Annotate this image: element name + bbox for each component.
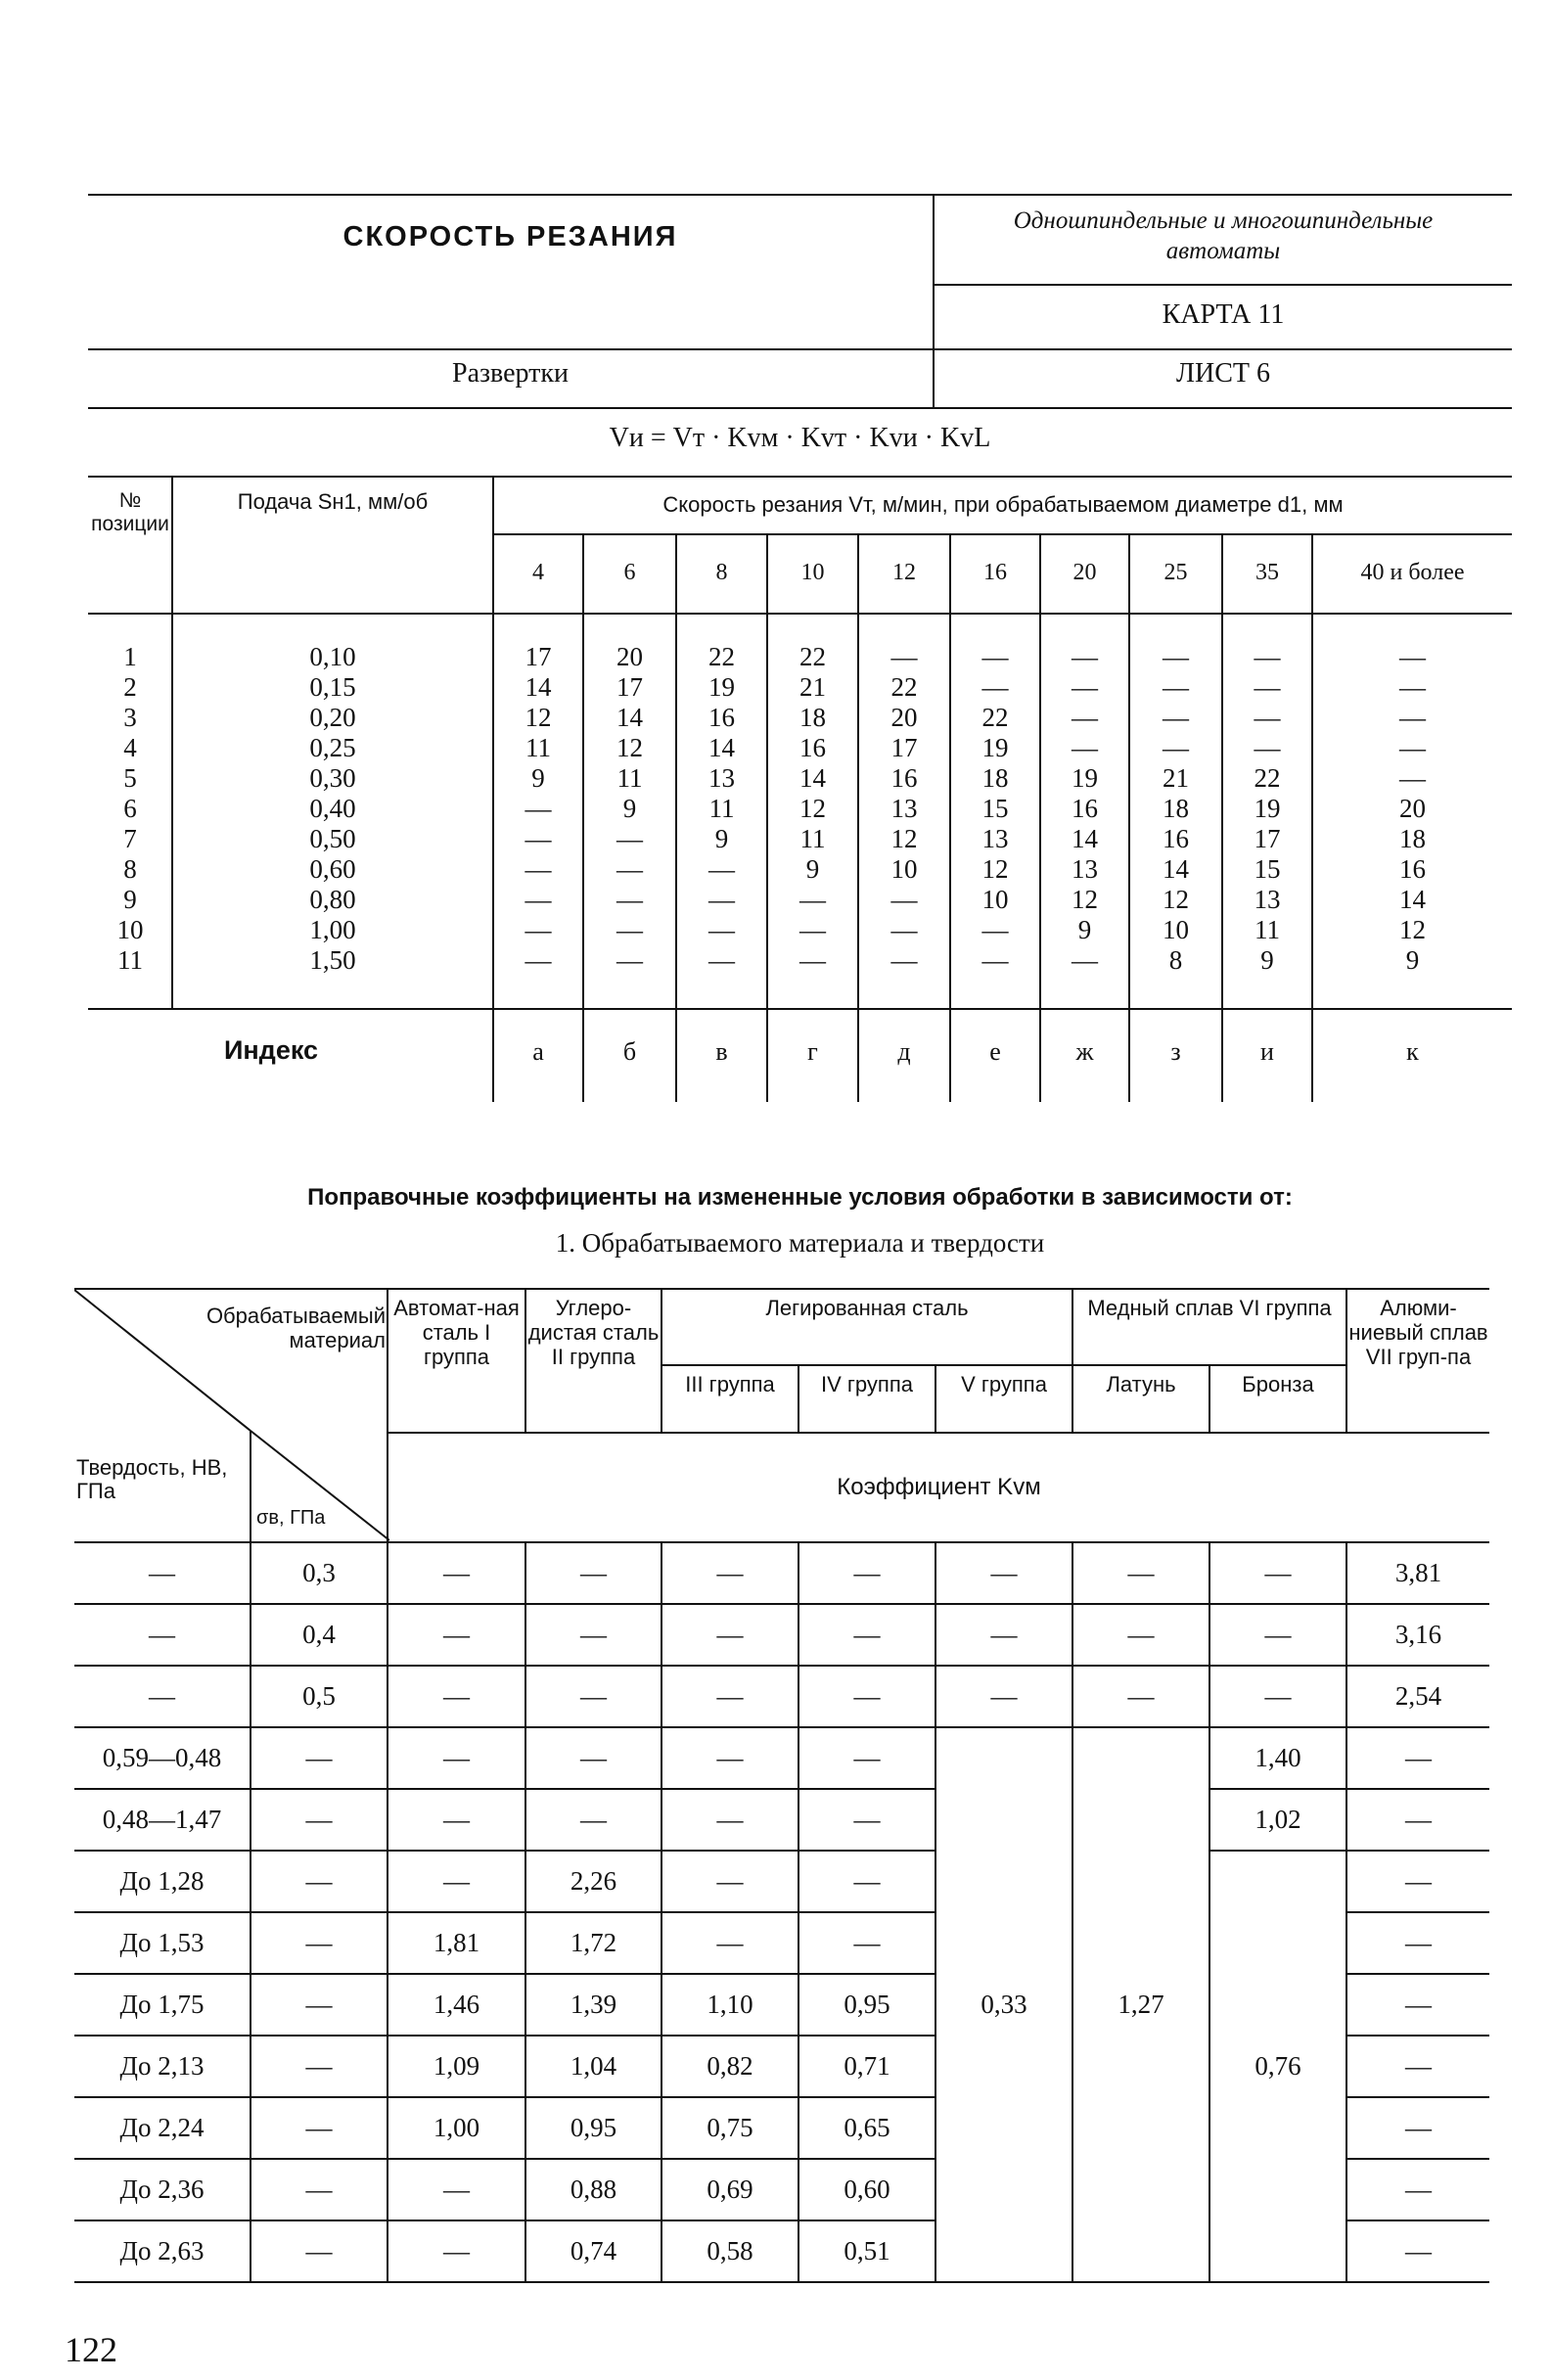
cell-c2: 0,74 xyxy=(525,2220,661,2282)
cell-c1: — xyxy=(388,1851,525,1912)
cell-c3: 0,58 xyxy=(661,2220,798,2282)
speed-value: — xyxy=(1254,672,1281,702)
speed-value: 20 xyxy=(890,703,918,732)
col-speed-header: Скорость резания Vт, м/мин, при обрабатываемом диаметре d1, мм xyxy=(662,492,1344,517)
cell-c8: — xyxy=(1346,1974,1489,2036)
cell-hb: До 2,63 xyxy=(74,2220,251,2282)
speed-value: 10 xyxy=(890,854,918,884)
speed-value: — xyxy=(799,915,826,944)
diameter-35: 35 xyxy=(1255,560,1279,585)
position: 6 xyxy=(123,794,137,823)
speed-value: 12 xyxy=(981,854,1009,884)
speed-value: — xyxy=(981,672,1009,702)
speed-value: — xyxy=(708,945,735,975)
cell-sigma: — xyxy=(251,1974,388,2036)
position: 8 xyxy=(123,854,137,884)
speed-value: 16 xyxy=(1399,854,1426,884)
speed-value: — xyxy=(525,945,552,975)
cell-c1: 1,46 xyxy=(388,1974,525,2036)
speed-column xyxy=(1223,642,1311,976)
cell-sigma: — xyxy=(251,2097,388,2159)
cell-c2: 0,95 xyxy=(525,2097,661,2159)
speed-value: — xyxy=(1399,763,1426,793)
diameter-25: 25 xyxy=(1163,560,1188,585)
cell-c2: — xyxy=(525,1604,661,1666)
speed-value: 12 xyxy=(525,703,552,732)
cell-c4: 0,71 xyxy=(798,2036,935,2097)
cell-hb: До 1,53 xyxy=(74,1912,251,1974)
cell-c8: — xyxy=(1346,2097,1489,2159)
feed: 0,10 xyxy=(309,642,356,671)
speed-value: — xyxy=(1072,733,1098,762)
table-row xyxy=(74,1727,1489,1789)
cell-c1: 1,00 xyxy=(388,2097,525,2159)
cell-c3: — xyxy=(661,1542,798,1604)
cell-hb: 0,59—0,48 xyxy=(74,1727,251,1789)
speed-value: 10 xyxy=(1163,915,1189,944)
cell-c4: — xyxy=(798,1727,935,1789)
speed-value: 11 xyxy=(616,763,643,793)
card-number: КАРТА 11 xyxy=(1162,299,1285,330)
cell-hb: 0,48—1,47 xyxy=(74,1789,251,1851)
cell-c4: 0,95 xyxy=(798,1974,935,2036)
speed-column xyxy=(584,642,675,976)
cell-c3: — xyxy=(661,1789,798,1851)
cell-c3: 0,75 xyxy=(661,2097,798,2159)
speed-value: 12 xyxy=(1163,885,1189,914)
cell-hb: До 2,24 xyxy=(74,2097,251,2159)
speed-value: 14 xyxy=(616,703,643,732)
speed-value: — xyxy=(1072,945,1098,975)
cell-c1: 1,09 xyxy=(388,2036,525,2097)
speed-value: 20 xyxy=(1399,794,1426,823)
index-b: б xyxy=(622,1037,637,1066)
group3-header: III группа xyxy=(661,1365,798,1433)
speed-value: — xyxy=(1399,642,1426,671)
speed-value: — xyxy=(981,915,1009,944)
cell-c2: — xyxy=(525,1542,661,1604)
section-name: Развертки xyxy=(452,358,569,389)
speed-value: 19 xyxy=(1072,763,1098,793)
cell-c3: — xyxy=(661,1666,798,1727)
feed: 0,15 xyxy=(309,672,356,702)
corner-material: Обрабатываемый материал xyxy=(205,1304,386,1352)
diameter-10: 10 xyxy=(800,560,825,585)
cell-c1: — xyxy=(388,1542,525,1604)
cell-hb: До 1,75 xyxy=(74,1974,251,2036)
speed-column xyxy=(951,642,1039,976)
position: 9 xyxy=(123,885,137,914)
cell-c3: — xyxy=(661,1604,798,1666)
speed-value: 12 xyxy=(616,733,643,762)
feed: 1,50 xyxy=(309,945,356,975)
feed: 0,60 xyxy=(309,854,356,884)
speed-value: — xyxy=(799,945,826,975)
corner-sigma: σв, ГПа xyxy=(256,1507,326,1529)
feed: 0,40 xyxy=(309,794,356,823)
speed-value: 22 xyxy=(1254,763,1281,793)
speed-value: — xyxy=(616,854,643,884)
cell-c3: 0,69 xyxy=(661,2159,798,2220)
speed-value: 18 xyxy=(1163,794,1189,823)
copper-alloy-header: Медный сплав VI группа xyxy=(1072,1289,1346,1365)
feed: 0,80 xyxy=(309,885,356,914)
cell-c8: 3,16 xyxy=(1346,1604,1489,1666)
speed-value: — xyxy=(1072,642,1098,671)
sheet-number: ЛИСТ 6 xyxy=(1176,358,1270,389)
cell-sigma: — xyxy=(251,1789,388,1851)
brass-header: Латунь xyxy=(1072,1365,1209,1433)
diameter-40-plus: 40 и более xyxy=(1360,560,1465,585)
speed-column xyxy=(859,642,949,976)
cell-hb: — xyxy=(74,1542,251,1604)
cell-c2: 0,88 xyxy=(525,2159,661,2220)
speed-value: — xyxy=(1254,703,1281,732)
speed-value: — xyxy=(1254,733,1281,762)
index-d: д xyxy=(897,1037,911,1066)
speed-value: 11 xyxy=(799,824,826,853)
cell-c2: 1,72 xyxy=(525,1912,661,1974)
col-position-header: № позиции xyxy=(91,489,169,535)
coefficient-label: Коэффициент Kvм xyxy=(388,1433,1489,1542)
speed-value: 16 xyxy=(1072,794,1098,823)
diameter-8: 8 xyxy=(715,560,728,585)
position: 4 xyxy=(123,733,137,762)
automat-steel-header: Автомат-ная сталь I группа xyxy=(388,1289,525,1433)
cell-c1: — xyxy=(388,1604,525,1666)
cell-c7: — xyxy=(1209,1604,1346,1666)
corrections-subtitle: 1. Обрабатываемого материала и твердости xyxy=(555,1228,1045,1258)
speed-value: 19 xyxy=(1254,794,1281,823)
cell-c7: 1,02 xyxy=(1209,1789,1346,1851)
cell-c2: 2,26 xyxy=(525,1851,661,1912)
cell-c1: — xyxy=(388,2220,525,2282)
speed-value: 13 xyxy=(1072,854,1098,884)
speed-value: — xyxy=(890,945,918,975)
cell-group5-merged: 0,33 xyxy=(935,1727,1072,2282)
speed-value: 9 xyxy=(622,794,637,823)
speed-value: 12 xyxy=(890,824,918,853)
index-g: г xyxy=(807,1037,818,1066)
speed-value: — xyxy=(1072,672,1098,702)
speed-value: — xyxy=(708,885,735,914)
cell-c8: — xyxy=(1346,1912,1489,1974)
cell-sigma: — xyxy=(251,2159,388,2220)
speed-value: 13 xyxy=(1254,885,1281,914)
cell-hb: — xyxy=(74,1604,251,1666)
cell-sigma: — xyxy=(251,1727,388,1789)
index-k: к xyxy=(1406,1037,1419,1066)
page-number: 122 xyxy=(65,2330,117,2369)
cell-c1: — xyxy=(388,2159,525,2220)
speed-value: 16 xyxy=(1163,824,1189,853)
cell-c1: — xyxy=(388,1727,525,1789)
speed-value: 14 xyxy=(1163,854,1189,884)
speed-value: — xyxy=(525,794,552,823)
index-i: и xyxy=(1260,1037,1274,1066)
speed-value: — xyxy=(1399,733,1426,762)
speed-value: — xyxy=(708,915,735,944)
speed-value: 11 xyxy=(1254,915,1280,944)
cell-c4: 0,60 xyxy=(798,2159,935,2220)
speed-column xyxy=(1130,642,1221,976)
speed-column xyxy=(494,642,582,976)
speed-value: 17 xyxy=(525,642,552,671)
speed-value: 15 xyxy=(981,794,1009,823)
corner-hardness: Твердость, НВ, ГПа xyxy=(76,1455,228,1503)
cell-sigma: — xyxy=(251,2220,388,2282)
index-v: в xyxy=(715,1037,728,1066)
speed-value: 14 xyxy=(1072,824,1098,853)
cell-c3: — xyxy=(661,1851,798,1912)
speed-value: — xyxy=(525,854,552,884)
feed: 1,00 xyxy=(309,915,356,944)
bronze-header: Бронза xyxy=(1209,1365,1346,1433)
cell-c2: — xyxy=(525,1666,661,1727)
speed-value: 9 xyxy=(1077,915,1092,944)
speed-value: 22 xyxy=(890,672,918,702)
cell-c8: 2,54 xyxy=(1346,1666,1489,1727)
cell-c3: — xyxy=(661,1727,798,1789)
cell-hb: До 2,13 xyxy=(74,2036,251,2097)
cell-c4: — xyxy=(798,1789,935,1851)
feed: 0,25 xyxy=(309,733,356,762)
cell-hb: До 1,28 xyxy=(74,1851,251,1912)
speed-value: — xyxy=(981,945,1009,975)
position: 10 xyxy=(116,915,144,944)
cell-c8: — xyxy=(1346,2036,1489,2097)
cell-c6: — xyxy=(1072,1666,1209,1727)
alloy-steel-header: Легированная сталь xyxy=(661,1289,1072,1365)
index-zh: ж xyxy=(1075,1037,1094,1066)
cell-c5: — xyxy=(935,1604,1072,1666)
speed-value: 11 xyxy=(708,794,735,823)
cell-hb: — xyxy=(74,1666,251,1727)
speed-value: 21 xyxy=(1163,763,1189,793)
speed-value: — xyxy=(1163,642,1189,671)
speed-value: — xyxy=(890,885,918,914)
cell-c4: 0,65 xyxy=(798,2097,935,2159)
speed-value: — xyxy=(616,915,643,944)
speed-value: 22 xyxy=(981,703,1009,732)
carbon-steel-header: Углеро-дистая сталь II группа xyxy=(525,1289,661,1433)
speed-value: 18 xyxy=(799,703,826,732)
speed-column xyxy=(1041,642,1128,976)
cell-c4: — xyxy=(798,1666,935,1727)
cell-brass-merged: 1,27 xyxy=(1072,1727,1209,2282)
formula: Vи = Vт · Kvм · Kvт · Kvи · KvL xyxy=(609,423,991,453)
cell-c2: — xyxy=(525,1789,661,1851)
table-row xyxy=(74,1851,1489,1912)
cell-c5: — xyxy=(935,1666,1072,1727)
speed-value: — xyxy=(616,824,643,853)
speed-column xyxy=(677,642,766,976)
cell-c2: 1,04 xyxy=(525,2036,661,2097)
speed-value: 8 xyxy=(1168,945,1183,975)
diameter-16: 16 xyxy=(983,560,1007,585)
speed-value: 22 xyxy=(708,642,735,671)
cell-c8: — xyxy=(1346,1789,1489,1851)
speed-value: — xyxy=(525,915,552,944)
speed-value: — xyxy=(890,915,918,944)
diameter-6: 6 xyxy=(623,560,636,585)
speed-value: — xyxy=(616,945,643,975)
cell-c8: — xyxy=(1346,1727,1489,1789)
speed-value: 16 xyxy=(799,733,826,762)
cell-sigma: 0,3 xyxy=(251,1542,388,1604)
feed: 0,20 xyxy=(309,703,356,732)
position: 3 xyxy=(123,703,137,732)
positions-column xyxy=(90,642,170,976)
index-a: а xyxy=(532,1037,544,1066)
speed-value: — xyxy=(1163,672,1189,702)
speed-column xyxy=(768,642,857,976)
cell-c4: — xyxy=(798,1851,935,1912)
index-e: е xyxy=(989,1037,1001,1066)
table-row xyxy=(74,1789,1489,1851)
speed-value: 22 xyxy=(799,642,826,671)
cell-c6: — xyxy=(1072,1542,1209,1604)
cell-c3: — xyxy=(661,1912,798,1974)
cell-c7: — xyxy=(1209,1542,1346,1604)
speed-value: 17 xyxy=(890,733,918,762)
speed-value: 11 xyxy=(525,733,551,762)
cell-sigma: — xyxy=(251,2036,388,2097)
speed-column xyxy=(1313,642,1512,976)
position: 5 xyxy=(123,763,137,793)
cell-sigma: — xyxy=(251,1912,388,1974)
speed-value: 17 xyxy=(616,672,643,702)
position: 7 xyxy=(123,824,137,853)
speed-value: 13 xyxy=(981,824,1009,853)
feed: 0,50 xyxy=(309,824,356,853)
position: 11 xyxy=(117,945,143,975)
speed-value: 21 xyxy=(799,672,826,702)
aluminium-header: Алюми-ниевый сплав VII груп-па xyxy=(1346,1289,1489,1433)
page-title: СКОРОСТЬ РЕЗАНИЯ xyxy=(342,221,678,252)
speed-value: 12 xyxy=(799,794,826,823)
cell-c8: 3,81 xyxy=(1346,1542,1489,1604)
index-z: з xyxy=(1170,1037,1181,1066)
position: 2 xyxy=(123,672,137,702)
speed-value: — xyxy=(1254,642,1281,671)
cell-sigma: 0,4 xyxy=(251,1604,388,1666)
corrections-title: Поправочные коэффициенты на измененные условия обработки в зависимости от: xyxy=(307,1184,1293,1211)
speed-value: 9 xyxy=(714,824,729,853)
corner-cell xyxy=(74,1289,388,1542)
cell-c7: — xyxy=(1209,1666,1346,1727)
speed-value: 13 xyxy=(890,794,918,823)
group4-header: IV группа xyxy=(798,1365,935,1433)
cell-sigma: — xyxy=(251,1851,388,1912)
cell-c1: — xyxy=(388,1666,525,1727)
speed-value: 9 xyxy=(531,763,545,793)
speed-value: — xyxy=(1072,703,1098,732)
speed-value: 9 xyxy=(1260,945,1274,975)
speed-value: — xyxy=(799,885,826,914)
cell-c8: — xyxy=(1346,1851,1489,1912)
speed-value: 9 xyxy=(805,854,820,884)
cell-c8: — xyxy=(1346,2159,1489,2220)
speed-value: 19 xyxy=(981,733,1009,762)
speed-value: 12 xyxy=(1399,915,1426,944)
cell-c2: — xyxy=(525,1727,661,1789)
coefficient-table xyxy=(74,1288,1489,2283)
cell-c4: — xyxy=(798,1604,935,1666)
cell-bronze-merged: 0,76 xyxy=(1209,1851,1346,2282)
speed-value: — xyxy=(1163,703,1189,732)
cell-hb: До 2,36 xyxy=(74,2159,251,2220)
speed-value: 12 xyxy=(1072,885,1098,914)
diameter-20: 20 xyxy=(1072,560,1097,585)
table-row xyxy=(74,1604,1489,1666)
speed-value: 14 xyxy=(708,733,735,762)
cell-c1: 1,81 xyxy=(388,1912,525,1974)
speed-value: — xyxy=(525,885,552,914)
cell-c2: 1,39 xyxy=(525,1974,661,2036)
table-row xyxy=(74,1542,1489,1604)
cell-c4: — xyxy=(798,1542,935,1604)
cell-c4: 0,51 xyxy=(798,2220,935,2282)
col-feed-header: Подача Sн1, мм/об xyxy=(237,489,429,514)
group5-header: V группа xyxy=(935,1365,1072,1433)
cell-c4: — xyxy=(798,1912,935,1974)
feed: 0,30 xyxy=(309,763,356,793)
cell-c6: — xyxy=(1072,1604,1209,1666)
speed-value: 10 xyxy=(981,885,1009,914)
speed-value: 20 xyxy=(616,642,643,671)
position: 1 xyxy=(123,642,137,671)
cell-c3: 0,82 xyxy=(661,2036,798,2097)
speed-value: 18 xyxy=(1399,824,1426,853)
speed-value: — xyxy=(525,824,552,853)
index-label: Индекс xyxy=(223,1035,319,1065)
speed-value: 16 xyxy=(708,703,735,732)
table-row xyxy=(74,1666,1489,1727)
speed-value: — xyxy=(708,854,735,884)
speed-value: — xyxy=(1399,703,1426,732)
speed-value: 18 xyxy=(981,763,1009,793)
speed-value: 14 xyxy=(525,672,552,702)
cell-sigma: 0,5 xyxy=(251,1666,388,1727)
speed-value: — xyxy=(1399,672,1426,702)
speed-value: 15 xyxy=(1254,854,1281,884)
speed-value: — xyxy=(890,642,918,671)
cell-c7: 1,40 xyxy=(1209,1727,1346,1789)
speed-value: 14 xyxy=(799,763,826,793)
speed-value: — xyxy=(1163,733,1189,762)
feeds-column xyxy=(173,642,492,976)
speed-value: 9 xyxy=(1405,945,1420,975)
cell-c8: — xyxy=(1346,2220,1489,2282)
speed-value: — xyxy=(981,642,1009,671)
speed-value: 13 xyxy=(708,763,735,793)
cell-c5: — xyxy=(935,1542,1072,1604)
cell-c1: — xyxy=(388,1789,525,1851)
diameter-12: 12 xyxy=(892,560,916,585)
speed-value: 14 xyxy=(1399,885,1426,914)
machine-type: Одношпиндельные и многошпиндельные автоматы xyxy=(1013,207,1434,264)
speed-value: 19 xyxy=(708,672,735,702)
diameter-4: 4 xyxy=(532,560,544,585)
speed-value: 17 xyxy=(1254,824,1281,853)
speed-value: 16 xyxy=(890,763,918,793)
speed-value: — xyxy=(616,885,643,914)
cell-c3: 1,10 xyxy=(661,1974,798,2036)
